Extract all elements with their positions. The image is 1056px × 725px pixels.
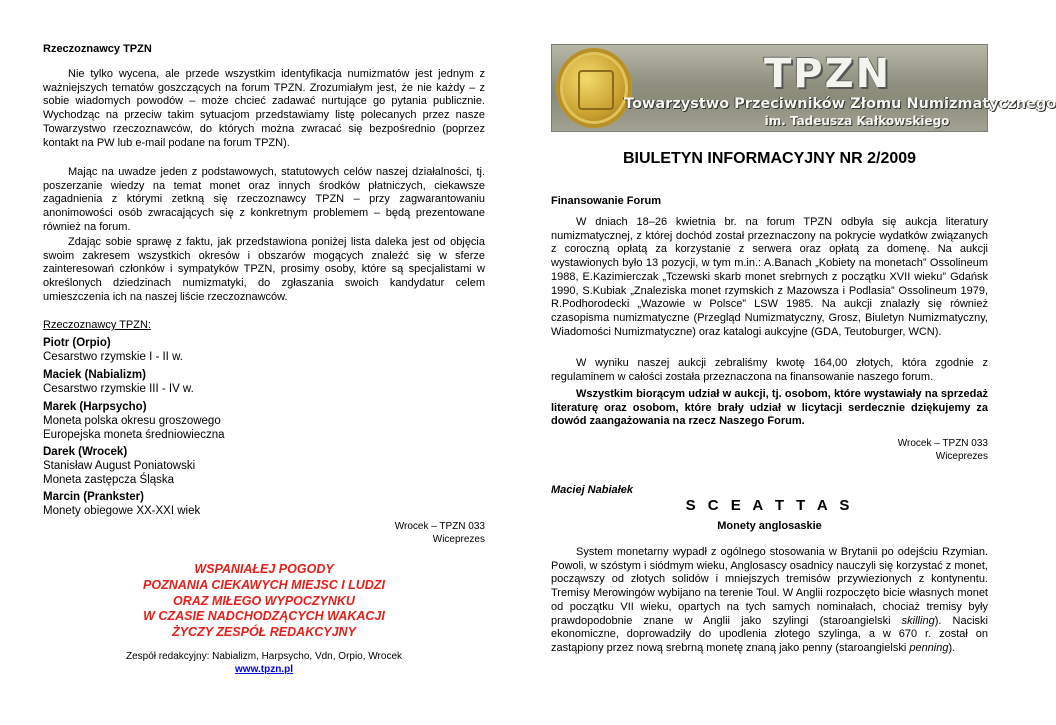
banner-subtitle-2: im. Tadeusza Kałkowskiego bbox=[764, 114, 950, 128]
expert-spec: Europejska moneta średniowieczna bbox=[43, 429, 225, 441]
section-title-forum: Finansowanie Forum bbox=[551, 195, 662, 207]
signature-right bbox=[551, 438, 988, 463]
expert-spec: Moneta zastępcza Śląska bbox=[43, 474, 175, 486]
expert-spec: Cesarstwo rzymskie III - IV w. bbox=[43, 383, 194, 395]
expert-name: Marek (Harpsycho) bbox=[43, 401, 147, 413]
signature-role: Wiceprezes bbox=[432, 533, 485, 545]
signature-left bbox=[43, 521, 485, 546]
expert-name: Darek (Wrocek) bbox=[43, 446, 128, 458]
expert-spec: Moneta polska okresu groszowego bbox=[43, 415, 221, 427]
experts-paragraph-2: Mając na uwadze jeden z podstawowych, statutowych celów naszej działalności, tj. poszerzanie wiedzy na temat monet oraz innych środków płatniczych, ciekawsze zagadnienia z którymi zetkną się rzeczoznawcy TPZN – przy zagwarantowaniu anonimowości osób zwracających się z konkretnym problemem – będą prezentowane również na forum. bbox=[43, 166, 485, 233]
wish-line: POZNANIA CIEKAWYCH MIEJSC I LUDZI bbox=[143, 577, 385, 592]
banner-title: TPZN bbox=[764, 51, 892, 97]
experts-list-title: Rzeczoznawcy TPZN: bbox=[43, 319, 151, 331]
expert-spec: Monety obiegowe XX-XXI wiek bbox=[43, 505, 201, 517]
wish-line: W CZASIE NADCHODZĄCYCH WAKACJI bbox=[143, 609, 385, 624]
wish-line: WSPANIAŁEJ POGODY bbox=[194, 562, 334, 576]
forum-thanks: Wszystkim biorącym udział w aukcji, tj. osobom, które wystawiały na sprzedaż literaturę oraz osobom, które brały udział w licytacji serdecznie dziękujemy za dowód zaangażowania na rzecz Naszego Forum. bbox=[551, 388, 988, 428]
wish-line: ŻYCZY ZESPÓŁ REDAKCYJNY bbox=[172, 625, 356, 640]
article-paragraph-1: System monetarny wypadł z ogólnego stosowania w Brytanii po odejściu Rzymian. Powoli, w szóstym i siódmym wieku, Anglosascy osadnicy nauczyli się korzystać z monet, począwszy od złotych solidów i mniejszych tremisów przywiezionych z kontynentu. Tremisy Merowingów wybijano na terenie Toul. W Anglii rozpoczęto bicie własnych monet od początku VII wieku, opartych na tych samych nominałach, chociaż tremisy były prawdopodobnie znane w Anglii jako szylingi (staroangielski skilling). Naciski ekonomiczne, doprowadziły do upodlenia złotego szylinga, a w 670 r. został on zastąpiony przez nową srebrną monetę znaną jako penny (staroangielski penning). bbox=[551, 546, 988, 654]
bulletin-title: BIULETYN INFORMACYJNY NR 2/2009 bbox=[622, 150, 917, 167]
article-title: S C E A T T A S bbox=[685, 497, 854, 514]
banner-subtitle: Towarzystwo Przeciwników Złomu Numizmatycznego bbox=[624, 96, 1056, 112]
signature-line: Wrocek – TPZN 033 bbox=[394, 521, 485, 532]
team-line: Zespół redakcyjny: Nabializm, Harpsycho, Vdn, Orpio, Wrocek bbox=[125, 651, 403, 662]
expert-name: Maciek (Nabializm) bbox=[43, 369, 146, 381]
section-title-experts: Rzeczoznawcy TPZN bbox=[43, 43, 152, 55]
forum-paragraph-1: W dniach 18–26 kwietnia br. na forum TPZN odbyła się aukcja literatury numizmatycznej, z której dochód został przeznaczony na pokrycie wydatków związanych z coroczną opłatą za korzystanie z serwera oraz opłatą za domenę. Na aukcji wystawionych było 13 pozycji, w tym m.in.: A.Banach „Kobiety na monetach” Ossolineum 1988, E.Kazimierczak „Tczewski skarb monet srebrnych z początku XVII wieku” Gdańsk 1990, S.Kubiak „Znaleziska monet rzymskich z Mazowsza i Podlasia” Ossolineum 1979, R.Podhorodecki „Wazowie w Polsce” LSW 1985. Na aukcji znalazły się również czasopisma numizmatyczne (Przegląd Numizmatyczny, Grosz, Biuletyn Numizmatyczny, Wiadomości Numizmatyczne) oraz katalogi aukcyjne (GDA, Teutoburger, WCN). bbox=[551, 216, 988, 338]
gold-coin-icon bbox=[556, 48, 632, 128]
editorial-team bbox=[43, 651, 485, 676]
article-author: Maciej Nabiałek bbox=[551, 484, 633, 496]
signature-role: Wiceprezes bbox=[935, 450, 988, 462]
signature-line: Wrocek – TPZN 033 bbox=[897, 438, 988, 449]
holiday-wishes bbox=[43, 562, 485, 641]
experts-paragraph-3: Zdając sobie sprawę z faktu, jak przedstawiona poniżej lista daleka jest od objęcia swoim zakresem wszystkich okresów i obszarów mogących znaleźć się w sferze zainteresowań członków i sympatyków TPZN, prosimy osoby, które są specjalistami w określonych dziedzinach numizmatyki, do zgłaszania swoich kandydatur celem umieszczenia ich na naszej liście rzeczoznawców. bbox=[43, 236, 485, 303]
expert-name: Marcin (Prankster) bbox=[43, 491, 144, 503]
expert-name: Piotr (Orpio) bbox=[43, 337, 111, 349]
article-subtitle: Monety anglosaskie bbox=[717, 520, 822, 532]
tpzn-banner bbox=[551, 44, 1056, 132]
wish-line: ORAZ MIŁEGO WYPOCZYNKU bbox=[173, 593, 355, 608]
forum-paragraph-2: W wyniku naszej aukcji zebraliśmy kwotę 164,00 złotych, która zgodnie z regulaminem w całości została przeznaczona na finansowanie naszego forum. bbox=[551, 357, 988, 383]
experts-list bbox=[43, 336, 485, 518]
website-link[interactable]: www.tpzn.pl bbox=[235, 663, 293, 675]
expert-spec: Cesarstwo rzymskie I - II w. bbox=[43, 351, 183, 363]
experts-paragraph-1: Nie tylko wycena, ale przede wszystkim identyfikacja numizmatów jest jednym z ważniejszych tematów goszczących na forum TPZN. Zrozumiałym jest, że nie każdy – z sobie wiadomych powodów – może chcieć zadawać nurtujące go pytania publicznie. Wychodząc na przeciw takim sytuacjom przedstawiamy listę polecanych przez nasze Towarzystwo rzeczoznawców, do których można zwracać się bezpośrednio (poprzez kontakt na PW lub e-mail podane na forum TPZN). bbox=[43, 68, 485, 149]
expert-spec: Stanisław August Poniatowski bbox=[43, 460, 196, 472]
